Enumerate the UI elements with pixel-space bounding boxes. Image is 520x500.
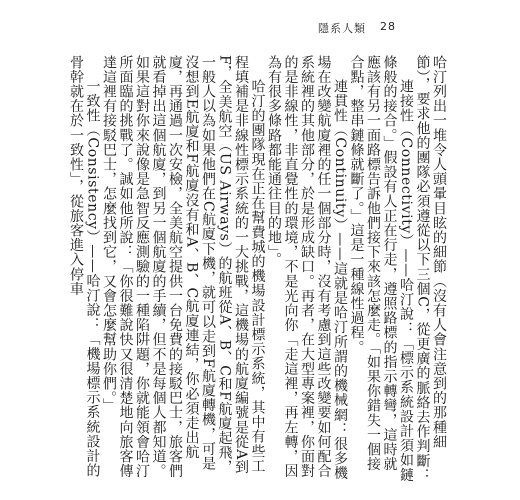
- paragraph-connectivity: 連接性（Connectivity）——哈汀說：「標示系統設計須如鏈條般的接合。」假設有人正在行走，遵照路標的指示轉彎，這時就應該有另一面路標告訴他們接下來該怎麼走。「如果你錯失一個接合點，整串鏈條就斷了。」這是一種線性過程。: [348, 55, 414, 482]
- running-head: [318, 20, 396, 36]
- paragraph-continuity: 連貫性（Continuity）——這就是哈汀所謂的機械網：很多機場在改變航廈裡的任一個部分時，沒有考慮到這些改變要如何配合系統裡的其他部分，於是形成缺口。再者，在大型專案裡，你面對的是非線性，非直覺性的環境，不是光向你「走這裡，再左轉，因為有很多條路都能通往目的地」。: [266, 55, 348, 481]
- paragraph-consistency: 一致性（Consistency）——哈汀說：「機場標示系統設計的骨幹就在於一致性」，從旅客進入停車: [68, 55, 101, 478]
- paragraph-1: 哈汀列出一堆令人頭暈目眩的細節（沒有人會注意到的那種細節），要求他的團隊必須遵從以下三個C，從更廣的脈絡去作判斷：: [414, 55, 447, 483]
- body-text: [68, 55, 448, 483]
- paragraph-philadelphia-airport: 哈汀的團隊現在正在幫費城的機場設計標示系統，其中有些工程填補是非線性標示系統的一大挑戰，這機場的航廈編號是從A到F，全美航空（US Airways）的航班從A、B、C和F航廈起飛，一般人以為如果他們在C航廈下機，就可以走到F航廈轉機，可是沒想到E航廈和F航廈沒有和A、B、C航廈連結，你必須走出航廈，再通過一次安檢，全美航空提供一台免費的接駁巴士，旅客們就看掉出這個航廈，到另一個航廈的手續，但不是每個人都知道。如果這對你來說像是急智反應測驗的一種陷阱題，你就能領會哈汀所面臨的挑戰了。誠如他所說：「你很難說快又很清楚地向旅客傳達這裡有接駁巴士，怎麼找到它，又會怎麼幫助你們。」: [101, 55, 266, 479]
- page-number: 28: [380, 20, 396, 33]
- book-title: 隱系人類: [318, 22, 366, 35]
